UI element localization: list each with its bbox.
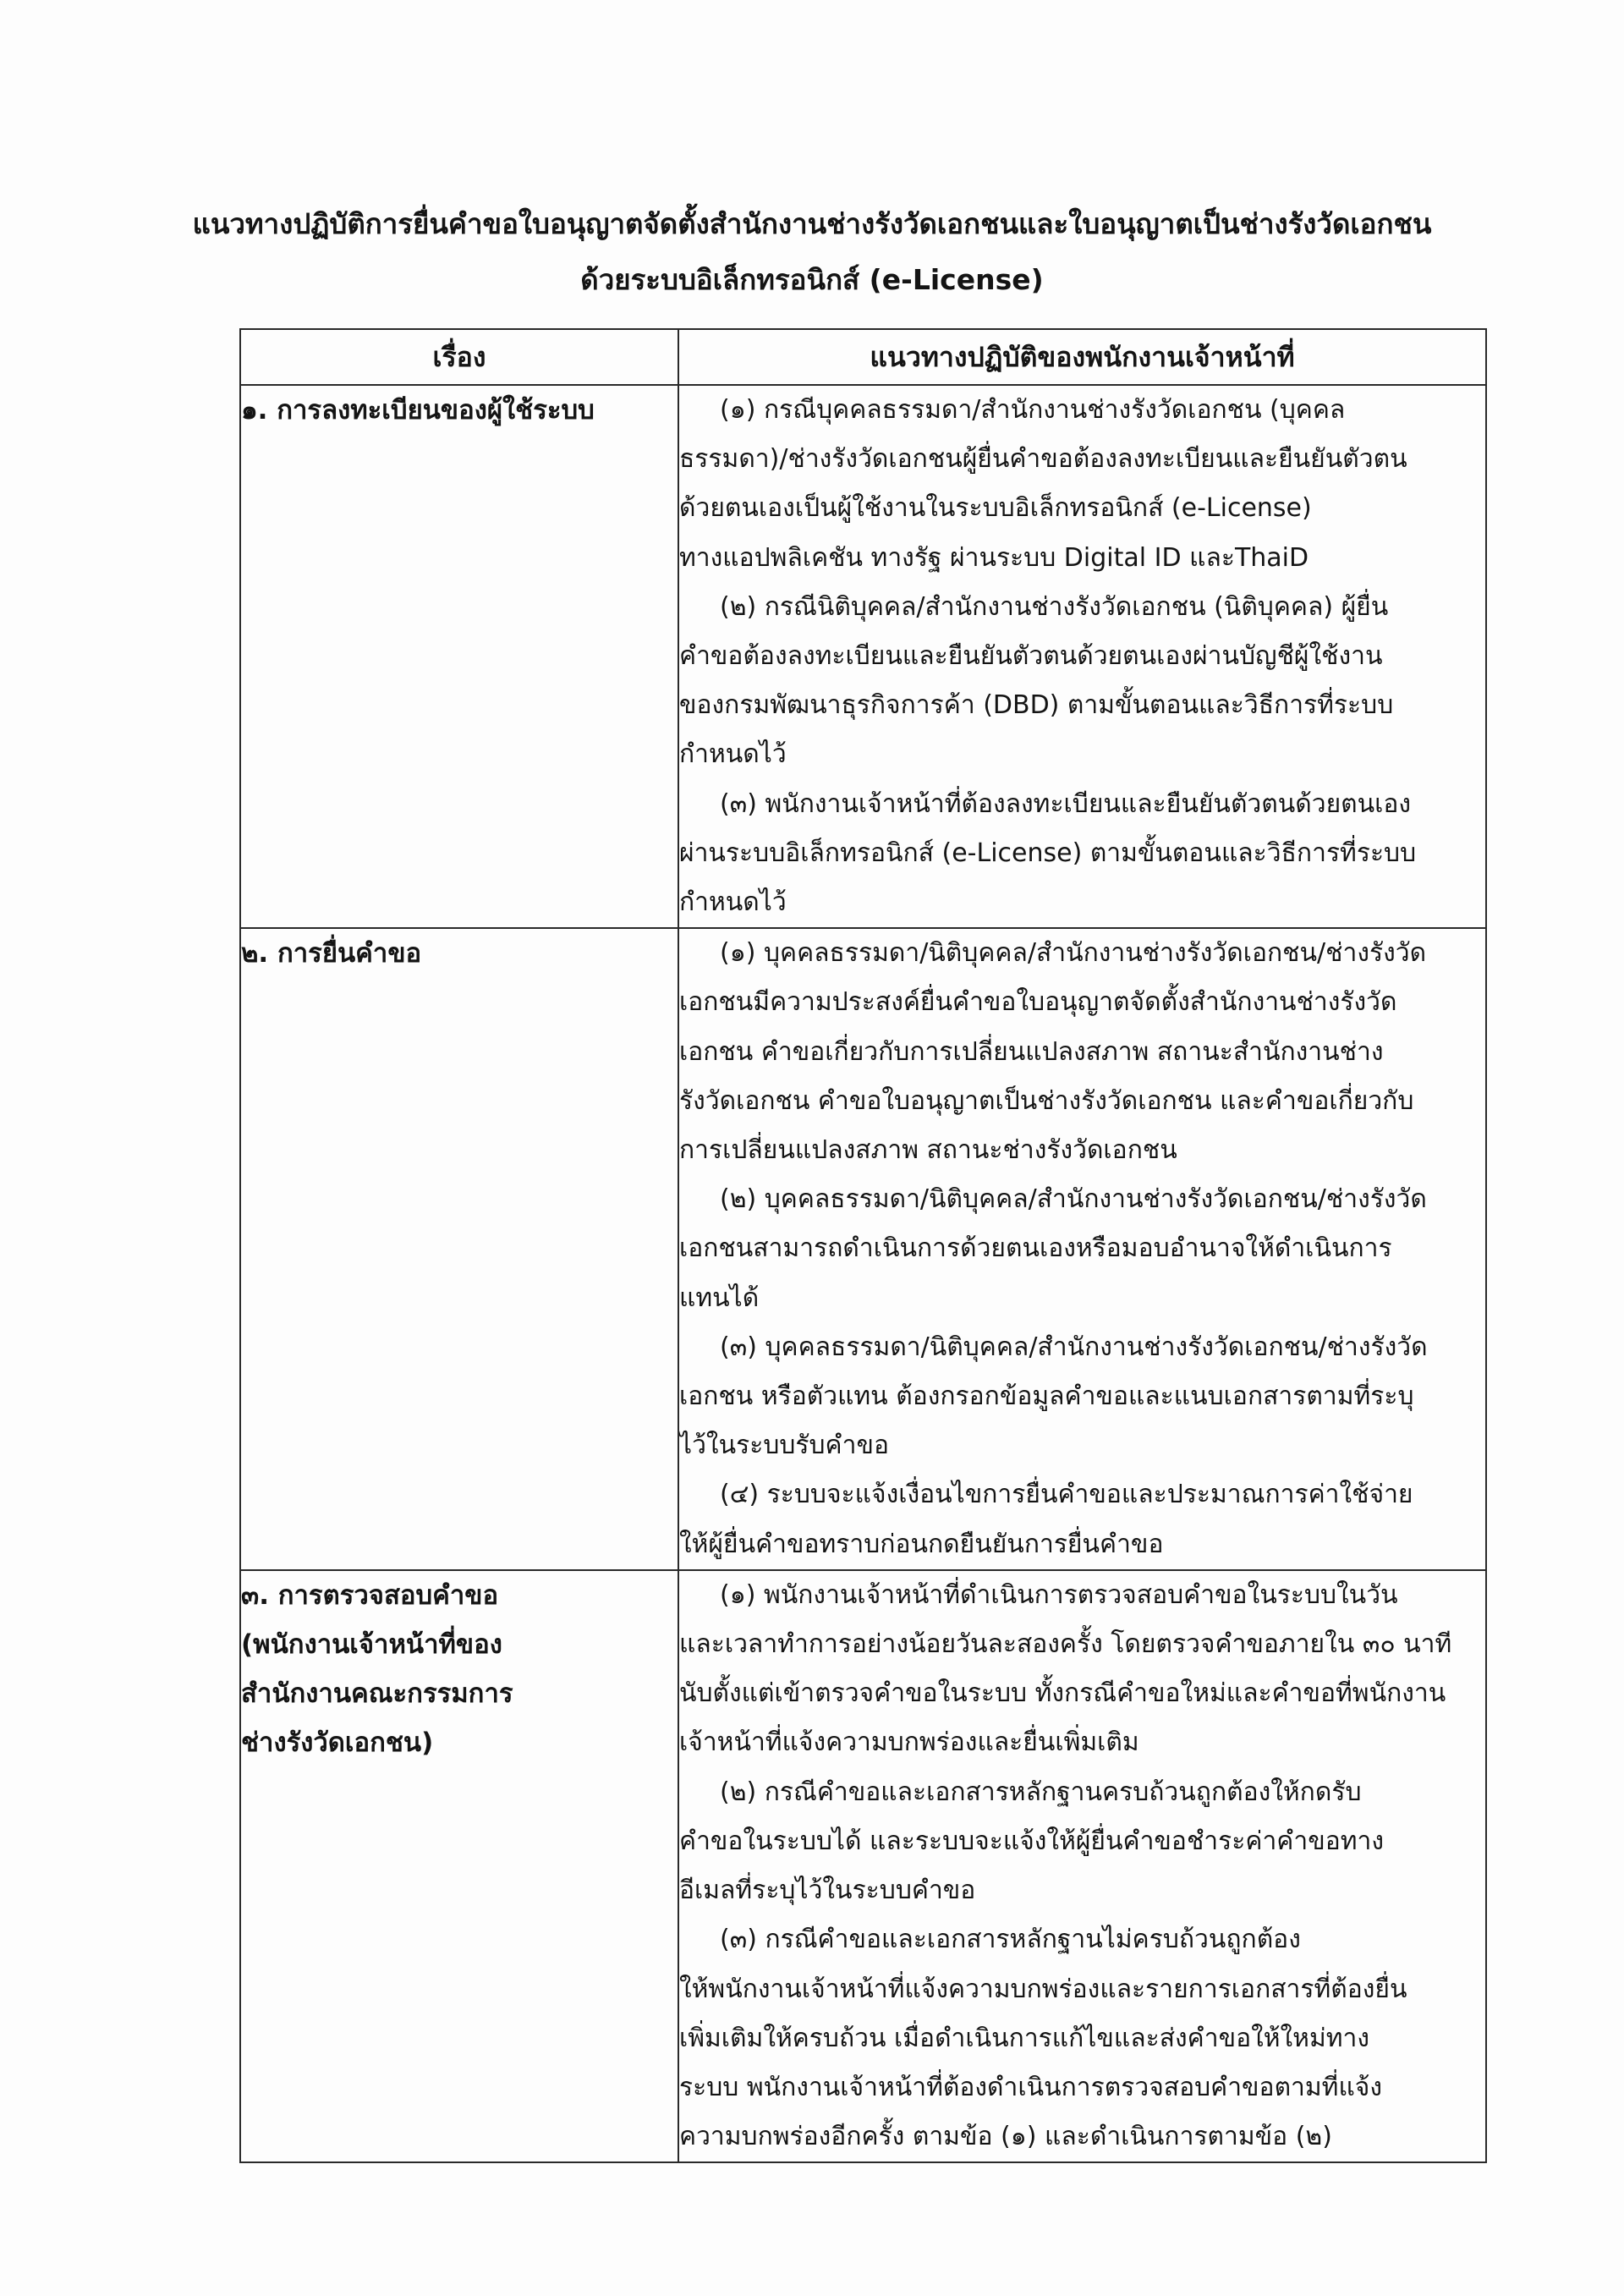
topic-cell (240, 385, 678, 928)
guideline-line: การเปลี่ยนแปลงสภาพ สถานะช่างรังวัดเอกชน (679, 1135, 1177, 1166)
guideline-line: แทนได้ (679, 1283, 760, 1313)
guideline-line: นับตั้งแต่เข้าตรวจคำขอในระบบ ทั้งกรณีคำขอใหม่และคำขอที่พนักงาน (679, 1678, 1446, 1709)
guideline-line: กำหนดไว้ (679, 887, 787, 918)
guideline-line: เพิ่มเติมให้ครบถ้วน เมื่อดำเนินการแก้ไขและส่งคำขอให้ใหม่ทาง (679, 2023, 1370, 2053)
guideline-line: ความบกพร่องอีกครั้ง ตามข้อ (๑) และดำเนินการตามข้อ (๒) (679, 2122, 1332, 2152)
guideline-line: ไว้ในระบบรับคำขอ (679, 1431, 889, 1461)
guideline-line: รังวัดเอกชน คำขอใบอนุญาตเป็นช่างรังวัดเอกชน และคำขอเกี่ยวกับ (679, 1085, 1414, 1116)
guideline-line: คำขอในระบบได้ และระบบจะแจ้งให้ผู้ยื่นคำขอชำระค่าคำขอทาง (679, 1826, 1384, 1856)
title-line-1: แนวทางปฏิบัติการยื่นคำขอใบอนุญาตจัดตั้งสำนักงานช่างรังวัดเอกชนและใบอนุญาตเป็นช่างรังวัดเอกชน (192, 207, 1432, 240)
topic-cell (240, 1570, 678, 2162)
guideline-line: (๓) พนักงานเจ้าหน้าที่ต้องลงทะเบียนและยืนยันตัวตนด้วยตนเอง (720, 788, 1412, 819)
guideline-line: (๑) กรณีบุคคลธรรมดา/สำนักงานช่างรังวัดเอกชน (บุคคล (720, 395, 1346, 425)
guideline-line: ผ่านระบบอิเล็กทรอนิกส์ (e-License) ตามขั้นตอนและวิธีการที่ระบบ (679, 838, 1417, 868)
topic-line: สำนักงานคณะกรรมการ (241, 1678, 513, 1709)
guideline-line: (๓) บุคคลธรรมดา/นิติบุคคล/สำนักงานช่างรังวัดเอกชน/ช่างรังวัด (720, 1332, 1428, 1362)
guideline-line: (๔) ระบบจะแจ้งเงื่อนไขการยื่นคำขอและประมาณการค่าใช้จ่าย (720, 1480, 1413, 1510)
guideline-line: ของกรมพัฒนาธุรกิจการค้า (DBD) ตามขั้นตอนและวิธีการที่ระบบ (679, 690, 1394, 721)
topic-line: ๓. การตรวจสอบคำขอ (241, 1579, 499, 1611)
guideline-line: (๓) กรณีคำขอและเอกสารหลักฐานไม่ครบถ้วนถูกต้อง (720, 1925, 1301, 1955)
topic-line: (พนักงานเจ้าหน้าที่ของ (241, 1629, 502, 1660)
guideline-table (239, 328, 1487, 2163)
guideline-line: เอกชน หรือตัวแทน ต้องกรอกข้อมูลคำขอและแนบเอกสารตามที่ระบุ (679, 1381, 1414, 1412)
guideline-line: ให้ผู้ยื่นคำขอทราบก่อนกดยืนยันการยื่นคำขอ (679, 1529, 1164, 1559)
guideline-line: (๒) บุคคลธรรมดา/นิติบุคคล/สำนักงานช่างรังวัดเอกชน/ช่างรังวัด (720, 1184, 1427, 1215)
guideline-line: ทางแอปพลิเคชัน ทางรัฐ ผ่านระบบ Digital ID และThaiD (679, 542, 1309, 573)
guideline-line: (๒) กรณีนิติบุคคล/สำนักงานช่างรังวัดเอกชน (นิติบุคคล) ผู้ยื่น (720, 591, 1389, 622)
guideline-line: กำหนดไว้ (679, 739, 787, 770)
guideline-line: คำขอต้องลงทะเบียนและยืนยันตัวตนด้วยตนเองผ่านบัญชีผู้ใช้งาน (679, 641, 1383, 672)
header-guideline: แนวทางปฏิบัติของพนักงานเจ้าหน้าที่ (678, 329, 1486, 385)
guideline-line: เจ้าหน้าที่แจ้งความบกพร่องและยื่นเพิ่มเติม (679, 1727, 1139, 1758)
title-line-2: ด้วยระบบอิเล็กทรอนิกส์ (e-License) (580, 263, 1044, 296)
guideline-line: ให้พนักงานเจ้าหน้าที่แจ้งความบกพร่องและรายการเอกสารที่ต้องยื่น (679, 1974, 1407, 2004)
guideline-line: (๑) บุคคลธรรมดา/นิติบุคคล/สำนักงานช่างรังวัดเอกชน/ช่างรังวัด (720, 938, 1427, 969)
header-topic: เรื่อง (240, 329, 678, 385)
guideline-line: เอกชนสามารถดำเนินการด้วยตนเองหรือมอบอำนาจให้ดำเนินการ (679, 1233, 1392, 1264)
guideline-cell (678, 928, 1486, 1570)
topic-cell (240, 928, 678, 1570)
guideline-line: และเวลาทำการอย่างน้อยวันละสองครั้ง โดยตรวจคำขอภายใน ๓๐ นาที (679, 1629, 1452, 1660)
table-row (240, 928, 1486, 1570)
topic-line: ช่างรังวัดเอกชน) (241, 1727, 434, 1758)
guideline-line: ระบบ พนักงานเจ้าหน้าที่ต้องดำเนินการตรวจสอบคำขอตามที่แจ้ง (679, 2072, 1383, 2102)
table-row (240, 1570, 1486, 2162)
table-row (240, 385, 1486, 928)
guideline-line: เอกชนมีความประสงค์ยื่นคำขอใบอนุญาตจัดตั้งสำนักงานช่างรังวัด (679, 987, 1397, 1018)
table-header-row (240, 329, 1486, 385)
guideline-line: เอกชน คำขอเกี่ยวกับการเปลี่ยนแปลงสภาพ สถานะสำนักงานช่าง (679, 1036, 1384, 1067)
guideline-line: อีเมลที่ระบุไว้ในระบบคำขอ (679, 1876, 976, 1906)
topic-line: ๒. การยื่นคำขอ (241, 938, 422, 969)
topic-line: ๑. การลงทะเบียนของผู้ใช้ระบบ (241, 395, 595, 426)
guideline-line: ด้วยตนเองเป็นผู้ใช้งานในระบบอิเล็กทรอนิกส์ (e-License) (679, 493, 1312, 524)
document-title (0, 196, 1624, 308)
guideline-line: ธรรมดา)/ช่างรังวัดเอกชนผู้ยื่นคำขอต้องลงทะเบียนและยืนยันตัวตน (679, 444, 1407, 475)
guideline-cell (678, 385, 1486, 928)
guideline-line: (๑) พนักงานเจ้าหน้าที่ดำเนินการตรวจสอบคำขอในระบบในวัน (720, 1579, 1398, 1610)
guideline-cell (678, 1570, 1486, 2162)
guideline-line: (๒) กรณีคำขอและเอกสารหลักฐานครบถ้วนถูกต้องให้กดรับ (720, 1777, 1362, 1807)
